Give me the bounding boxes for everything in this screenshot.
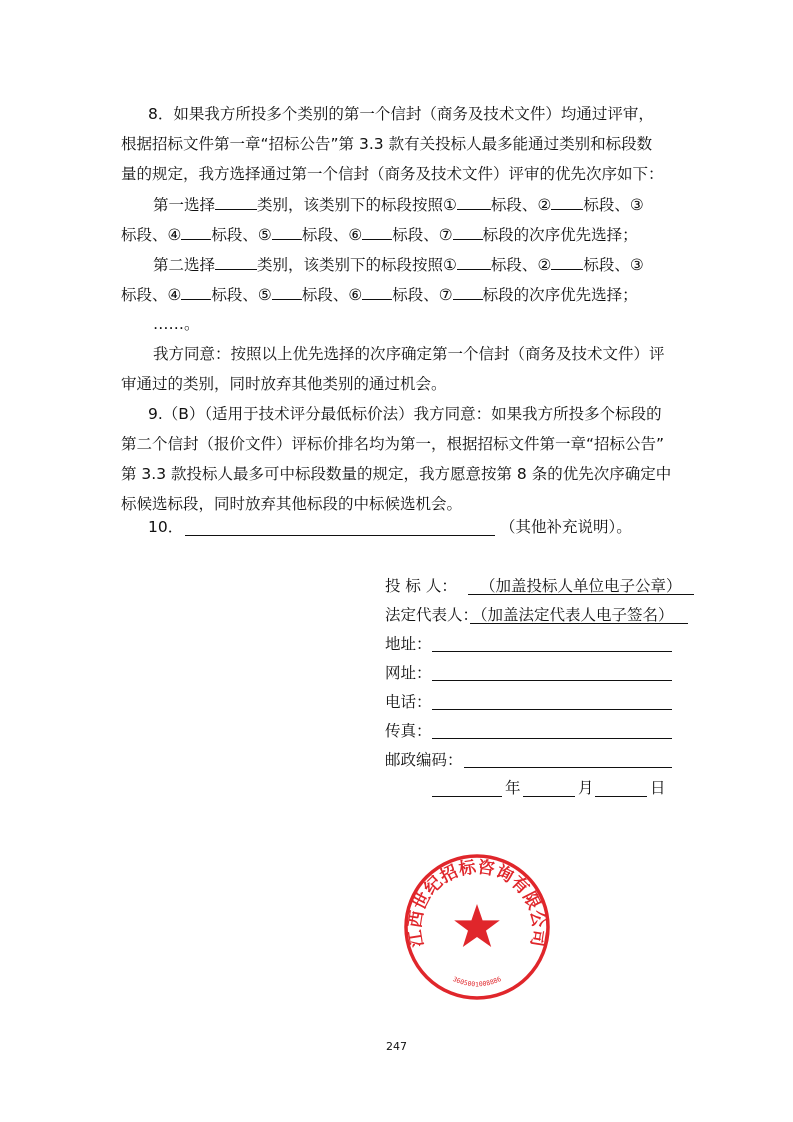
phone-label: 电话： [385, 693, 432, 711]
year-field[interactable] [432, 796, 502, 797]
postcode-field[interactable] [464, 767, 672, 768]
first-choice-line: 第一选择 类别，该类别下的标段按照① 标段、② 标段、③ [153, 193, 644, 216]
clause9-line2: 第二个信封（报价文件）评标价排名均为第一，根据招标文件第一章“招标公告” [121, 435, 665, 453]
blank-category-2[interactable] [215, 253, 257, 270]
bidder-label: 投 标 人： [385, 577, 457, 595]
clause8-line1: 8．如果我方所投多个类别的第一个信封（商务及技术文件）均通过评审， [148, 105, 654, 123]
website-label: 网址： [385, 664, 432, 682]
legal-rep-label: 法定代表人： [385, 606, 479, 624]
clause8-line3: 量的规定，我方选择通过第一个信封（商务及技术文件）评审的优先次序如下： [121, 165, 664, 183]
postcode-label: 邮政编码： [385, 751, 463, 769]
address-label: 地址： [385, 635, 432, 653]
year-label: 年 [505, 779, 521, 797]
month-label: 月 [578, 779, 594, 797]
second-choice-line2: 标段、④ 标段、⑤ 标段、⑥ 标段、⑦ 标段的次序优先选择； [121, 283, 638, 306]
clause10-blank[interactable] [185, 535, 495, 536]
blank-segment-4b[interactable] [181, 283, 211, 300]
day-label: 日 [650, 779, 666, 797]
blank-segment-4[interactable] [181, 223, 211, 240]
address-field[interactable] [432, 651, 672, 652]
second-choice-line: 第二选择 类别，该类别下的标段按照① 标段、② 标段、③ [153, 253, 644, 276]
seal-star-icon [454, 904, 500, 947]
blank-category-1[interactable] [215, 193, 257, 210]
blank-segment-6b[interactable] [362, 283, 392, 300]
agree-line2: 审通过的类别，同时放弃其他类别的通过机会。 [121, 375, 447, 393]
blank-segment-5[interactable] [272, 223, 302, 240]
fax-field[interactable] [432, 738, 672, 739]
seal-code: 3605001008886 [451, 975, 503, 989]
legal-rep-value[interactable]: （加盖法定代表人电子签名） [472, 606, 674, 624]
company-seal [402, 852, 552, 1002]
clause10-number: 10． [148, 518, 184, 536]
phone-field[interactable] [432, 709, 672, 710]
clause9-line4: 标候选标段，同时放弃其他标段的中标候选机会。 [121, 495, 463, 513]
ellipsis: ……。 [153, 315, 200, 333]
blank-segment-2b[interactable] [551, 253, 583, 270]
clause9-line1: 9.（B）（适用于技术评分最低标价法）我方同意：如果我方所投多个标段的 [148, 405, 662, 423]
day-field[interactable] [595, 796, 647, 797]
agree-line1: 我方同意：按照以上优先选择的次序确定第一个信封（商务及技术文件）评 [153, 345, 665, 363]
month-field[interactable] [523, 796, 575, 797]
second-choice-label: 第二选择 [153, 256, 216, 274]
first-choice-line2: 标段、④ 标段、⑤ 标段、⑥ 标段、⑦ 标段的次序优先选择； [121, 223, 638, 246]
clause8-line2: 根据招标文件第一章“招标公告”第 3.3 款有关投标人最多能通过类别和标段数 [121, 135, 653, 153]
blank-segment-1[interactable] [457, 193, 491, 210]
bidder-value[interactable]: （加盖投标人单位电子公章） [480, 577, 682, 595]
blank-segment-2[interactable] [551, 193, 583, 210]
fax-label: 传真： [385, 722, 432, 740]
blank-segment-1b[interactable] [457, 253, 491, 270]
blank-segment-5b[interactable] [272, 283, 302, 300]
page-number: 247 [386, 1040, 407, 1053]
clause9-line3: 第 3.3 款投标人最多可中标段数量的规定，我方愿意按第 8 条的优先次序确定中 [121, 465, 672, 483]
blank-segment-7b[interactable] [453, 283, 483, 300]
blank-segment-6[interactable] [362, 223, 392, 240]
blank-segment-7[interactable] [453, 223, 483, 240]
seal-company-name: 江西世纪招标咨询有限公司 [405, 857, 549, 949]
clause10-note: （其他补充说明）。 [500, 518, 632, 536]
first-choice-label: 第一选择 [153, 196, 216, 214]
website-field[interactable] [432, 680, 672, 681]
